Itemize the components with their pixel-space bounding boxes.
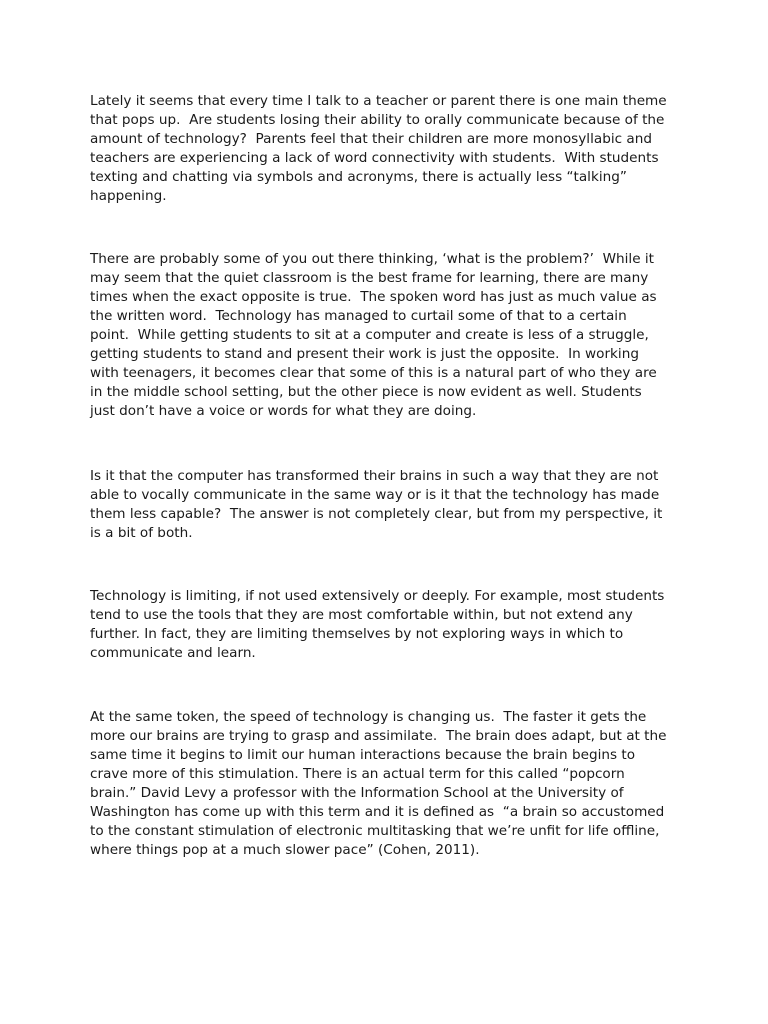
paragraph-5: At the same token, the speed of technology is changing us. The faster it gets the more our brains are trying to grasp and assimilate. The brain does adapt, but at the same time it begins to limit our human interactions because the brain begins to crave more of this stimulation. There is an actual term for this called “popcorn brain.” David Levy a professor with the Information School at the University of Washington has come up with this term and it is defined as “a brain so accustomed to the constant stimulation of electronic multitasking that we’re unfit for life offline, where things pop at a much slower pace” (Cohen, 2011). xyxy=(90,709,667,858)
paragraph-4: Technology is limiting, if not used extensively or deeply. For example, most students tend to use the tools that they are most comfortable within, but not extend any further. In fact, they are limiting themselves by not exploring ways in which to communicate and learn. xyxy=(90,588,665,661)
paragraph-1: Lately it seems that every time I talk to a teacher or parent there is one main theme that pops up. Are students losing their ability to orally communicate because of the amount of technology? Parents feel that their children are more monosyllabic and teachers are experiencing a lack of word connectivity with students. With students texting and chatting via symbols and acronyms, there is actually less “talking” happening. xyxy=(90,93,667,204)
paragraph-3: Is it that the computer has transformed their brains in such a way that they are not able to vocally communicate in the same way or is it that the technology has made them less capable? The answer is not completely clear, but from my perspective, it is a bit of both. xyxy=(90,468,663,541)
paragraph-2: There are probably some of you out there thinking, ‘what is the problem?’ While it may seem that the quiet classroom is the best frame for learning, there are many times when the exact opposite is true. The spoken word has just as much value as the written word. Technology has managed to curtail some of that to a certain point. While getting students to sit at a computer and create is less of a struggle, getting students to stand and present their work is just the opposite. In working with teenagers, it becomes clear that some of this is a natural part of who they are in the middle school setting, but the other piece is now evident as well. Students just don’t have a voice or words for what they are doing. xyxy=(90,251,657,419)
